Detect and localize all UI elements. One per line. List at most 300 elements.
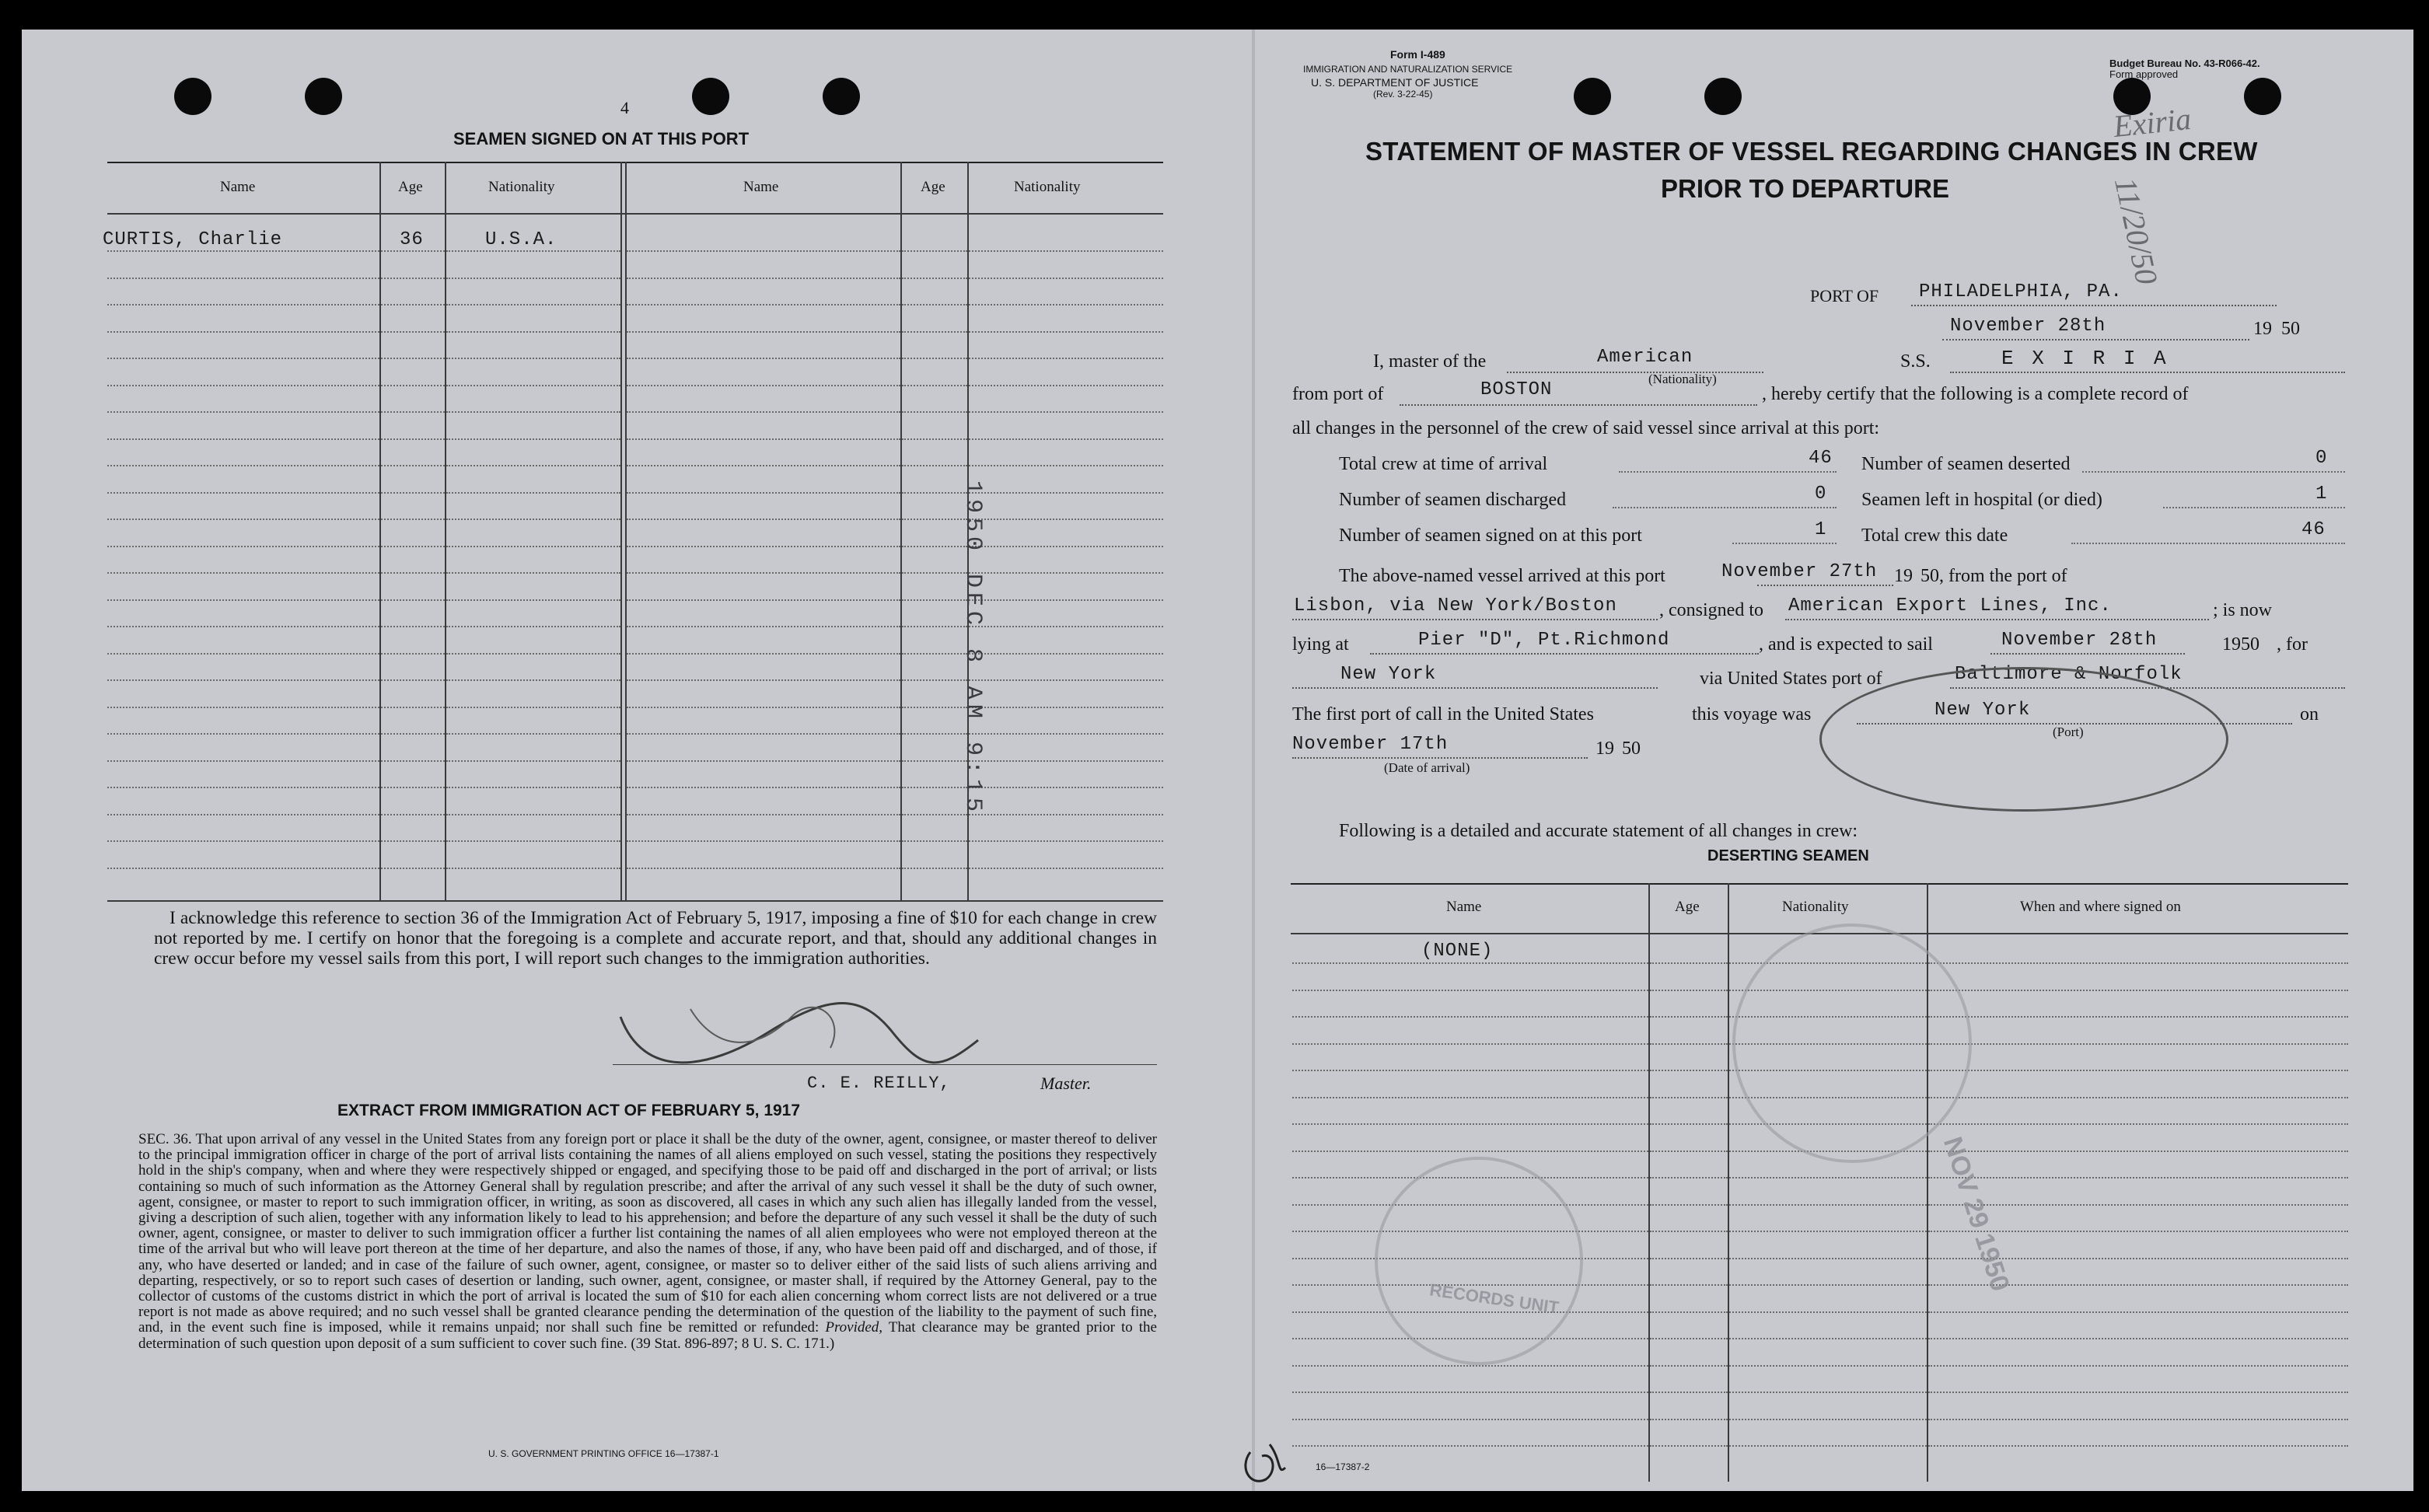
origin-value: Lisbon, via New York/Boston [1294,595,1617,616]
table-rule [627,733,900,735]
table-rule [381,250,445,252]
punch-hole [174,78,211,115]
table-rule [969,492,1163,494]
year-prefix: 19 [2253,319,2272,339]
table-rule [446,411,620,413]
table-rule [107,760,379,762]
handwritten-note: Exiria [2111,100,2193,145]
nationality-value: American [1597,347,1693,368]
stat-value: 1 [1815,519,1827,540]
table-rule [902,546,967,547]
column-header-name: Name [220,179,256,195]
table-rule [381,278,445,279]
table-rule [381,411,445,413]
table-rule [902,760,967,762]
table-rule [107,787,379,788]
form-number: Form I-489 [1390,48,1445,61]
seaman-name: CURTIS, Charlie [103,229,283,250]
stat-value: 0 [2315,448,2328,469]
table-rule [107,331,379,333]
sail-year: 1950 [2222,634,2259,655]
table-rule [381,492,445,494]
handwritten-date: 11/20/50 [2108,174,2165,288]
table-rule [1729,1419,1927,1420]
table-rule [446,760,620,762]
arrived-date: November 27th [1721,561,1878,582]
table-rule [969,733,1163,735]
punch-hole [692,78,729,115]
table-rule [107,707,379,708]
table-rule [1292,1365,1648,1367]
table-rule [381,653,445,655]
table-rule [1650,1204,1728,1206]
table-rule [107,411,379,413]
table-rule [627,331,900,333]
table-rule [1292,962,1648,964]
destination-value: New York [1340,664,1437,685]
table-rule [1729,1231,1927,1232]
table-rule [627,519,900,520]
table-rule [969,250,1163,252]
stat-label: Number of seamen signed on at this port [1339,526,1642,546]
punch-hole [305,78,342,115]
table-rule [107,438,379,440]
table-rule [1650,1365,1728,1367]
table-rule [446,814,620,815]
first-port-value: New York [1934,700,2031,721]
table-rule [969,707,1163,708]
table-rule [381,519,445,520]
table-rule [107,546,379,547]
table-rule [107,278,379,279]
for-label: , for [2277,634,2308,655]
pier-value: Pier "D", Pt.Richmond [1418,630,1670,651]
column-header-age: Age [921,179,945,195]
table-rule [1928,1392,2348,1393]
certify-text-2: all changes in the personnel of the crew of said vessel since arrival at this port: [1292,418,1880,438]
table-rule [1928,1016,2348,1018]
extract-title: EXTRACT FROM IMMIGRATION ACT OF FEBRUARY 5, 1917 [337,1102,801,1119]
table-rule [446,438,620,440]
stat-value: 0 [1815,484,1827,505]
table-rule [1292,1419,1648,1420]
acknowledgement-text: I acknowledge this reference to section 36 of the Immigration Act of February 5, 1917, imposing a fine of $10 for each change in crew not reported by me. I certify on honor that the foregoing is a complete and accurate report, and that, should any additional changes in crew occur before my vessel sails from this port, I will report such changes to the immigration authorities. [154,908,1157,969]
table-rule [1729,1284,1927,1286]
table-rule [1650,1231,1728,1232]
port-label: PORT OF [1810,286,1879,306]
table-rule [969,814,1163,815]
column-header-nationality: Nationality [1014,179,1081,195]
from-port-value: BOSTON [1480,379,1553,400]
oval-stamp [1819,667,2228,812]
table-rule [107,733,379,735]
column-header-nationality: Nationality [488,179,555,195]
arrived-year-prefix: 19 [1894,566,1913,586]
table-rule [107,304,379,306]
table-rule [969,679,1163,681]
table-rule [902,814,967,815]
table-rule [627,278,900,279]
table-rule [1292,1016,1648,1018]
table-rule [446,653,620,655]
table-rule [381,868,445,869]
consignee-value: American Export Lines, Inc. [1788,595,2112,616]
table-rule [902,304,967,306]
table-rule [446,465,620,466]
arrived-year: 50 [1920,566,1939,586]
nationality-caption: (Nationality) [1648,372,1717,386]
table-rule [902,599,967,601]
table-rule [902,868,967,869]
stat-label: Total crew this date [1861,526,2008,546]
table-rule [627,868,900,869]
table-rule [969,411,1163,413]
first-arrival-date: November 17th [1292,734,1449,755]
table-rule [381,304,445,306]
column-header-signed-on: When and where signed on [2020,899,2181,915]
circular-stamp [1375,1157,1583,1365]
lying-at-label: lying at [1292,634,1349,655]
first-year: 50 [1622,739,1641,759]
handwritten-initials [1235,1437,1297,1491]
table-rule [1650,1284,1728,1286]
stat-value: 46 [2301,519,2326,540]
punch-hole [2244,78,2281,115]
table-rule [381,465,445,466]
expected-label: , and is expected to sail [1759,634,1933,655]
table-rule [902,438,967,440]
table-rule [446,546,620,547]
revision: (Rev. 3-22-45) [1373,89,1433,100]
stat-value: 46 [1809,448,1833,469]
table-rule [902,626,967,627]
table-rule [1928,1177,2348,1179]
table-rule [627,599,900,601]
table-rule [1729,1311,1927,1313]
stat-label: Total crew at time of arrival [1339,454,1548,474]
table-rule [107,814,379,815]
master-name: C. E. REILLY, [807,1074,951,1093]
table-rule [1650,1043,1728,1045]
date-caption: (Date of arrival) [1384,760,1470,775]
table-rule [381,599,445,601]
stat-label: Number of seamen discharged [1339,490,1567,510]
stat-label: Seamen left in hospital (or died) [1861,490,2102,510]
table-rule [107,599,379,601]
extract-body [138,1132,1157,1352]
table-rule [627,760,900,762]
following-text: Following is a detailed and accurate statement of all changes in crew: [1339,821,1858,841]
table-rule [107,250,379,252]
table-rule [446,572,620,574]
table-rule [627,358,900,359]
table-rule [902,787,967,788]
table-rule [627,679,900,681]
table-rule [1928,1123,2348,1125]
date-value: November 28th [1950,316,2106,337]
stat-label: Number of seamen deserted [1861,454,2071,474]
table-rule [381,679,445,681]
table-rule [381,385,445,386]
table-rule [446,304,620,306]
table-rule [969,868,1163,869]
table-rule [1928,962,2348,964]
table-rule [107,868,379,869]
left-printer-mark: U. S. GOVERNMENT PRINTING OFFICE 16—17387-1 [488,1448,719,1459]
table-rule [969,278,1163,279]
table-rule [381,733,445,735]
table-rule [107,358,379,359]
table-rule [381,814,445,815]
table-rule [1928,1043,2348,1045]
table-rule [969,385,1163,386]
deserter-name: (NONE) [1421,941,1494,962]
vessel-name: E X I R I A [2001,347,2169,370]
table-rule [381,626,445,627]
table-rule [902,679,967,681]
form-approved: Form approved [2109,68,2179,80]
extract-tail: That clearance may be granted prior to the determination of such question upon deposit of a sum sufficient to cover such fine. (39 Stat. 896-897; 8 U. S. C. 171.) [138,1319,1157,1352]
records-unit-stamp: RECORDS UNIT [1428,1280,1561,1318]
table-rule [627,707,900,708]
table-rule [1650,1016,1728,1018]
table-rule [446,358,620,359]
table-rule [1729,1445,1927,1447]
table-rule [1650,1392,1728,1393]
table-rule [1729,1338,1927,1339]
certify-text: , hereby certify that the following is a complete record of [1762,384,2189,404]
table-rule [446,278,620,279]
master-label: Master. [1040,1074,1092,1093]
table-rule [107,519,379,520]
punch-hole [1574,78,1611,115]
table-rule [446,868,620,869]
table-rule [1928,1338,2348,1339]
table-rule [1650,1151,1728,1152]
first-port-label: The first port of call in the United States [1292,704,1594,725]
table-rule [1650,1338,1728,1339]
table-rule [1650,1419,1728,1420]
form-title-line1: STATEMENT OF MASTER OF VESSEL REGARDING CHANGES IN CREW [1365,137,2258,166]
table-rule [902,519,967,520]
column-header-name: Name [743,179,779,195]
table-rule [107,653,379,655]
table-rule [627,465,900,466]
table-rule [381,358,445,359]
table-rule [969,840,1163,842]
table-rule [969,465,1163,466]
punch-hole [1704,78,1742,115]
page-number: 4 [620,98,629,117]
port-caption: (Port) [2053,725,2084,739]
arrived-label: The above-named vessel arrived at this port [1339,566,1665,586]
table-rule [969,599,1163,601]
table-rule [1729,1258,1927,1259]
table-rule [1650,1097,1728,1098]
extract-text: SEC. 36. That upon arrival of any vessel in the United States from any foreign port or place it shall be the duty of the owner, agent, consignee, or master thereof to deliver to the principal immigration officer in charge of the port of arrival lists containing the names of all aliens employed on such vessel, stating the positions they respectively hold in the ship's company, when and where they were respectively shipped or engaged, and specifying those to be paid off and discharged in the port of arrival; or lists containing so much of such information as the Attorney General shall by regulation prescribe; and after the arrival of any such vessel it shall be the duty of such owner, agent, consignee, or master to report to such immigration officer, in writing, as soon as discovered, all cases in which any such alien has illegally landed from the vessel, giving a description of such alien, together with any information likely to lead to his apprehension; and before the departure of any such vessel it shall be the duty of such owner, agent, consignee, or master to deliver to such immigration officer a further list containing the names of all alien employees who were not employed thereon at the time of the arrival but who will leave port thereon at the time of her departure, and also the names of those, if any, who have been paid off and discharged, and of those, if any, who have deserted or landed; and in case of the failure of such owner, agent, consignee, or master so to deliver either of the said lists of such aliens arriving and departing, respectively, or so to report such cases of desertion or landing, such owner, agent, consignee, or master shall, if required by the Attorney General, pay to the collector of customs of the customs district in which the port of arrival is located the sum of $10 for each alien concerning whom correct lists are not delivered or a true report is not made as above required; and no such vessel shall be granted clearance pending the determination of the question of the liability to the payment of such fine, and, in the event such fine is imposed, while it remains unpaid; nor shall such fine be remitted or refunded: [138,1131,1157,1336]
table-rule [107,465,379,466]
table-rule [107,626,379,627]
table-rule [1928,1097,2348,1098]
table-rule [627,572,900,574]
table-rule [1292,1097,1648,1098]
column-header-name: Name [1446,899,1482,915]
table-rule [627,304,900,306]
via-ports: Baltimore & Norfolk [1955,664,2183,685]
deserting-title: DESERTING SEAMEN [1707,847,1869,864]
table-rule [1292,1392,1648,1393]
table-rule [627,787,900,788]
table-rule [446,492,620,494]
table-rule [1292,990,1648,991]
table-rule [627,385,900,386]
table-rule [107,679,379,681]
table-rule [902,840,967,842]
agency: IMMIGRATION AND NATURALIZATION SERVICE [1303,64,1513,75]
table-rule [446,599,620,601]
table-rule [446,250,620,252]
budget-number: Budget Bureau No. 43-R066-42. [2109,58,2260,69]
table-rule [902,411,967,413]
table-rule [1292,1445,1648,1447]
table-rule [1928,1365,2348,1367]
table-rule [969,626,1163,627]
table-rule [902,572,967,574]
table-rule [969,546,1163,547]
table-rule [902,653,967,655]
table-rule [446,385,620,386]
table-rule [381,787,445,788]
seaman-age: 36 [400,229,424,250]
table-rule [969,358,1163,359]
circular-stamp [1732,924,1972,1163]
table-rule [1650,962,1728,964]
table-rule [627,438,900,440]
table-rule [969,331,1163,333]
received-stamp-date: NOV 29 1950 [1937,1133,2015,1295]
table-rule [1928,1151,2348,1152]
stat-value: 1 [2315,484,2328,505]
table-rule [1650,1258,1728,1259]
table-rule [1928,990,2348,991]
table-rule [969,572,1163,574]
table-rule [1928,1204,2348,1206]
table-rule [627,411,900,413]
via-label: via United States port of [1700,669,1882,689]
page-fold [1252,30,1255,1491]
table-rule [627,840,900,842]
table-rule [1729,1177,1927,1179]
column-header-age: Age [398,179,423,195]
table-rule [902,385,967,386]
section-title: SEAMEN SIGNED ON AT THIS PORT [453,129,750,148]
this-voyage-label: this voyage was [1692,704,1812,725]
table-rule [627,814,900,815]
document-sheet [22,30,2413,1491]
table-rule [1729,1392,1927,1393]
table-rule [969,760,1163,762]
table-rule [969,787,1163,788]
table-rule [1650,1123,1728,1125]
from-port-of-label: , from the port of [1939,566,2067,586]
table-rule [1729,1204,1927,1206]
punch-hole [823,78,860,115]
table-rule [1928,1419,2348,1420]
table-rule [1928,1070,2348,1071]
table-rule [902,331,967,333]
table-rule [969,653,1163,655]
table-rule [107,385,379,386]
table-rule [381,438,445,440]
table-rule [446,840,620,842]
table-rule [381,546,445,547]
table-rule [902,492,967,494]
table-rule [1292,1043,1648,1045]
table-rule [969,438,1163,440]
table-rule [446,331,620,333]
table-rule [1650,1177,1728,1179]
table-rule [381,840,445,842]
master-signature [613,986,986,1087]
is-now-label: ; is now [2213,600,2273,620]
table-rule [627,653,900,655]
table-rule [1928,1311,2348,1313]
table-rule [1650,1311,1728,1313]
table-rule [1292,1070,1648,1071]
table-rule [902,278,967,279]
form-title-line2: PRIOR TO DEPARTURE [1661,174,1949,203]
table-rule [1650,990,1728,991]
received-date-stamp: 1950 DEC 8 AM 9:15 [959,480,986,817]
table-rule [107,840,379,842]
table-rule [381,331,445,333]
table-rule [446,733,620,735]
table-rule [446,787,620,788]
table-rule [1650,1070,1728,1071]
seaman-nationality: U.S.A. [485,229,557,250]
table-rule [1292,1123,1648,1125]
table-rule [902,358,967,359]
table-rule [627,546,900,547]
consigned-label: , consigned to [1659,600,1763,620]
table-rule [627,250,900,252]
table-rule [446,679,620,681]
ss-label: S.S. [1900,351,1931,372]
table-rule [1650,1445,1728,1447]
table-rule [1729,1365,1927,1367]
table-rule [381,707,445,708]
on-label: on [2300,704,2319,725]
year-value: 50 [2281,319,2300,339]
table-rule [969,304,1163,306]
table-rule [1928,1445,2348,1447]
column-header-age: Age [1675,899,1700,915]
table-rule [902,250,967,252]
right-printer-mark: 16—17387-2 [1316,1461,1370,1472]
column-header-nationality: Nationality [1782,899,1849,915]
table-rule [902,733,967,735]
table-rule [446,626,620,627]
table-rule [969,519,1163,520]
table-rule [902,707,967,708]
table-rule [446,519,620,520]
master-of-label: I, master of the [1373,351,1487,372]
extract-proviso: Provided, [825,1319,883,1336]
table-rule [381,760,445,762]
table-rule [627,492,900,494]
table-rule [1292,1151,1648,1152]
table-rule [446,707,620,708]
